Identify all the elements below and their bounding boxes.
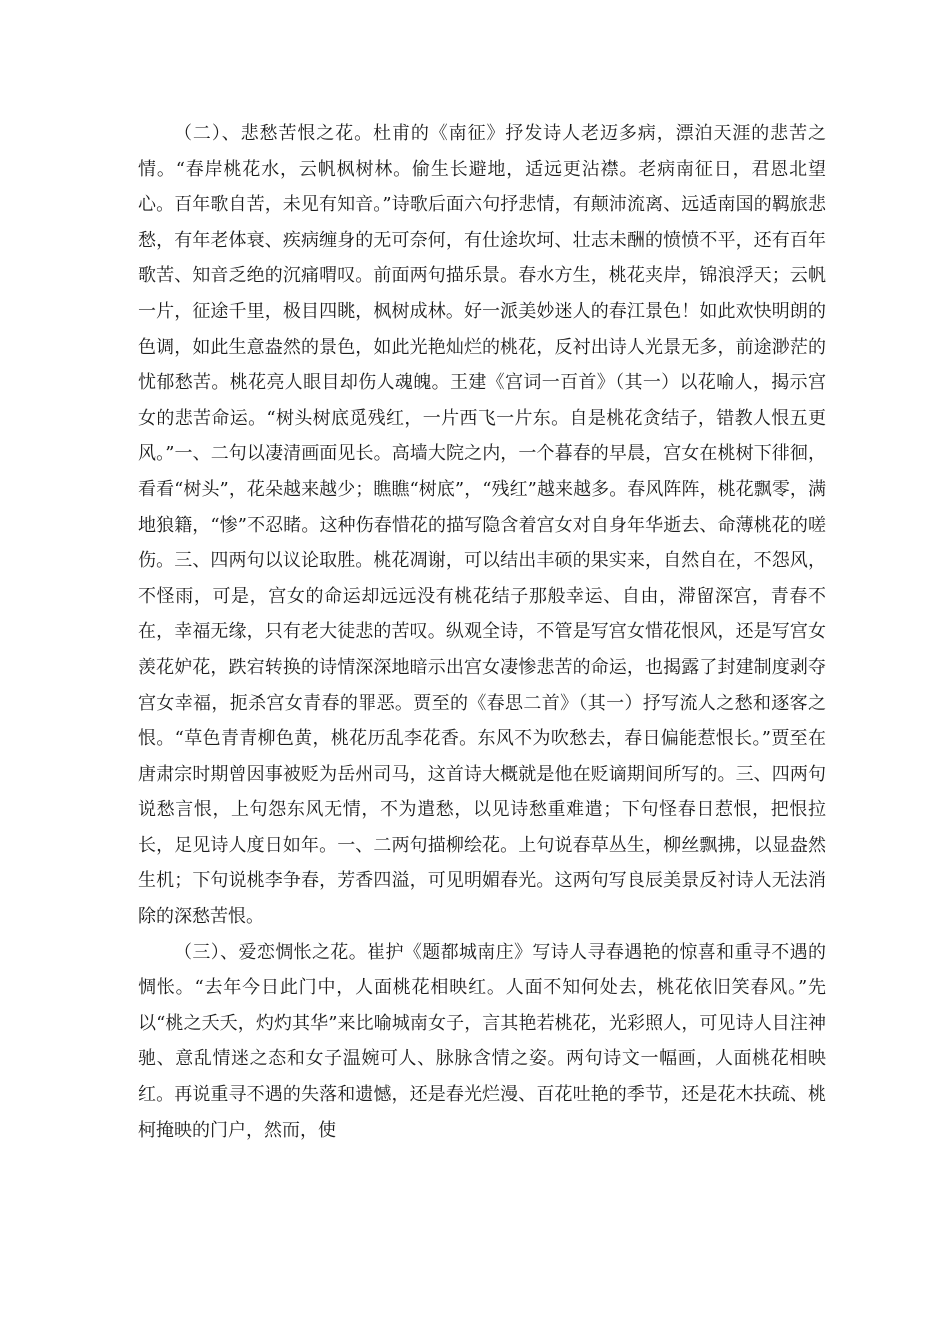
paragraph-love-flower: （三）、爱恋惆怅之花。崔护《题都城南庄》写诗人寻春遇艳的惊喜和重寻不遇的惆怅。“去年今日此门中，人面桃花相映红。人面不知何处去，桃花依旧笑春风。”先以“桃之夭夭，灼灼其华”来比喻城南女子，言其艳若桃花，光彩照人，可见诗人目注神驰、意乱情迷之态和女子温婉可人、脉脉含情之姿。两句诗文一幅画，人面桃花相映红。再说重寻不遇的失落和遗憾，还是春光烂漫、百花吐艳的季节，还是花木扶疏、桃柯掩映的门户，然而，使 (138, 941, 826, 1141)
document-body (138, 116, 826, 1148)
paragraph-sorrow-flower: （二）、悲愁苦恨之花。杜甫的《南征》抒发诗人老迈多病，漂泊天涯的悲苦之情。“春岸桃花水，云帆枫树林。偷生长避地，适远更沾襟。老病南征日，君恩北望心。百年歌自苦，未见有知音。”诗歌后面六句抒悲情，有颠沛流离、远适南国的羁旅悲愁，有年老体衰、疾病缠身的无可奈何，有仕途坎坷、壮志未酬的愤愤不平，还有百年歌苦、知音乏绝的沉痛喟叹。前面两句描乐景。春水方生，桃花夹岸，锦浪浮天；云帆一片，征途千里，极目四眺，枫树成林。好一派美妙迷人的春江景色！如此欢快明朗的色调，如此生意盎然的景色，如此光艳灿烂的桃花，反衬出诗人光景无多，前途渺茫的忧郁愁苦。桃花亮人眼目却伤人魂魄。王建《宫词一百首》（其一）以花喻人，揭示宫女的悲苦命运。“树头树底觅残红，一片西飞一片东。自是桃花贪结子，错教人恨五更风。”一、二句以凄清画面见长。高墙大院之内，一个暮春的早晨，宫女在桃树下徘徊，看看“树头”，花朵越来越少；瞧瞧“树底”，“残红”越来越多。春风阵阵，桃花飘零，满地狼籍，“惨”不忍睹。这种伤春惜花的描写隐含着宫女对自身年华逝去、命薄桃花的嗟伤。三、四两句以议论取胜。桃花凋谢，可以结出丰硕的果实来，自然自在，不怨风，不怪雨，可是，宫女的命运却远远没有桃花结子那般幸运、自由，滞留深宫，青春不在，幸福无缘，只有老大徒悲的苦叹。纵观全诗，不管是写宫女惜花恨风，还是写宫女羡花妒花，跌宕转换的诗情深深地暗示出宫女凄惨悲苦的命运，也揭露了封建制度剥夺宫女幸福，扼杀宫女青春的罪恶。贾至的《春思二首》（其一）抒写流人之愁和逐客之恨。“草色青青柳色黄，桃花历乱李花香。东风不为吹愁去，春日偏能惹恨长。”贾至在唐肃宗时期曾因事被贬为岳州司马，这首诗大概就是他在贬谪期间所写的。三、四两句说愁言恨，上句怨东风无情，不为遣愁，以见诗愁重难遣；下句怪春日惹恨，把恨拉长，足见诗人度日如年。一、二两句描柳绘花。上句说春草丛生，柳丝飘拂，以显盎然生机；下句说桃李争春，芳香四溢，可见明媚春光。这两句写良辰美景反衬诗人无法消除的深愁苦恨。 (138, 123, 826, 928)
